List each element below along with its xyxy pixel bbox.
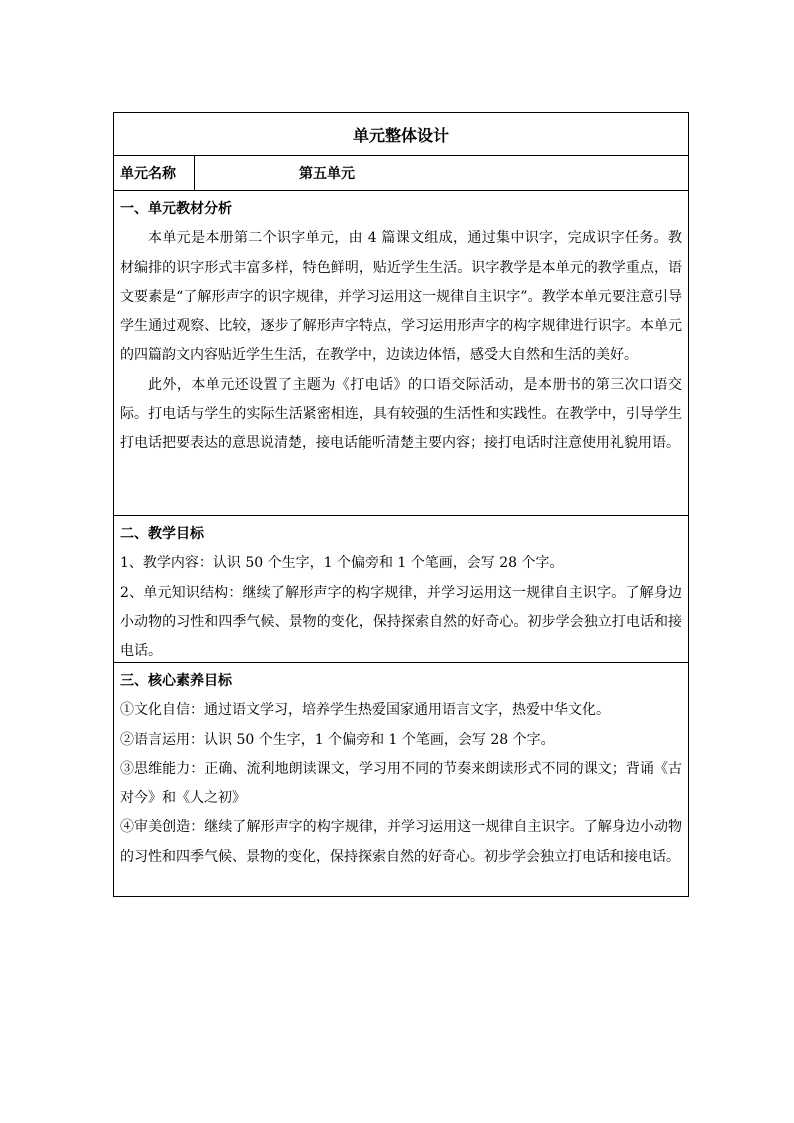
section3-item: ①文化自信：通过语文学习，培养学生热爱国家通用语言文字，热爱中华文化。 xyxy=(120,702,610,719)
section-core-literacy xyxy=(114,662,688,896)
section3-item: ③思维能力：正确、流利地朗读课文，学习用不同的节奏来朗读形式不同的课文；背诵《古对今》和《人之初》 xyxy=(120,760,682,807)
unit-design-table xyxy=(113,112,689,897)
section1-paragraph: 此外，本单元还设置了主题为《打电话》的口语交际活动，是本册书的第三次口语交际。打电话与学生的实际生活紧密相连，具有较强的生活性和实践性。在教学中，引导学生打电话把要表达的意思说清楚，接电话能听清楚主要内容；接打电话时注意使用礼貌用语。 xyxy=(120,376,682,452)
section2-heading: 二、教学目标 xyxy=(120,526,204,542)
section3-heading: 三、核心素养目标 xyxy=(120,673,232,689)
section2-item: 1、教学内容：认识 50 个生字，1 个偏旁和 1 个笔画，会写 28 个字。 xyxy=(120,555,564,572)
section-teaching-goals xyxy=(114,515,688,662)
unit-name-row xyxy=(114,155,688,190)
table-title: 单元整体设计 xyxy=(352,125,449,145)
section1-paragraph: 本单元是本册第二个识字单元，由 4 篇课文组成，通过集中识字，完成识字任务。教材编排的识字形式丰富多样，特色鲜明，贴近学生生活。识字教学是本单元的教学重点，语文要素是“了解形声字的识字规律，并学习运用这一规律自主识字”。教学本单元要注意引导学生通过观察、比较，逐步了解形声字特点，学习运用形声字的构字规律进行识字。本单元的四篇韵文内容贴近学生生活，在教学中，边读边体悟，感受大自然和生活的美好。 xyxy=(120,230,682,364)
section1-heading: 一、单元教材分析 xyxy=(120,201,232,217)
section3-item: ④审美创造：继续了解形声字的构字规律，并学习运用这一规律自主识字。了解身边小动物的习性和四季气候、景物的变化，保持探索自然的好奇心。初步学会独立打电话和接电话。 xyxy=(120,819,682,865)
unit-name-value: 第五单元 xyxy=(299,166,355,182)
section-material-analysis xyxy=(114,190,688,515)
unit-name-label: 单元名称 xyxy=(114,156,195,190)
section2-item: 2、单元知识结构：继续了解形声字的构字规律，并学习运用这一规律自主识字。了解身边小动物的习性和四季气候、景物的变化，保持探索自然的好奇心。初步学会独立打电话和接电话。 xyxy=(120,584,682,660)
section3-item: ②语言运用：认识 50 个生字，1 个偏旁和 1 个笔画，会写 28 个字。 xyxy=(120,731,555,748)
